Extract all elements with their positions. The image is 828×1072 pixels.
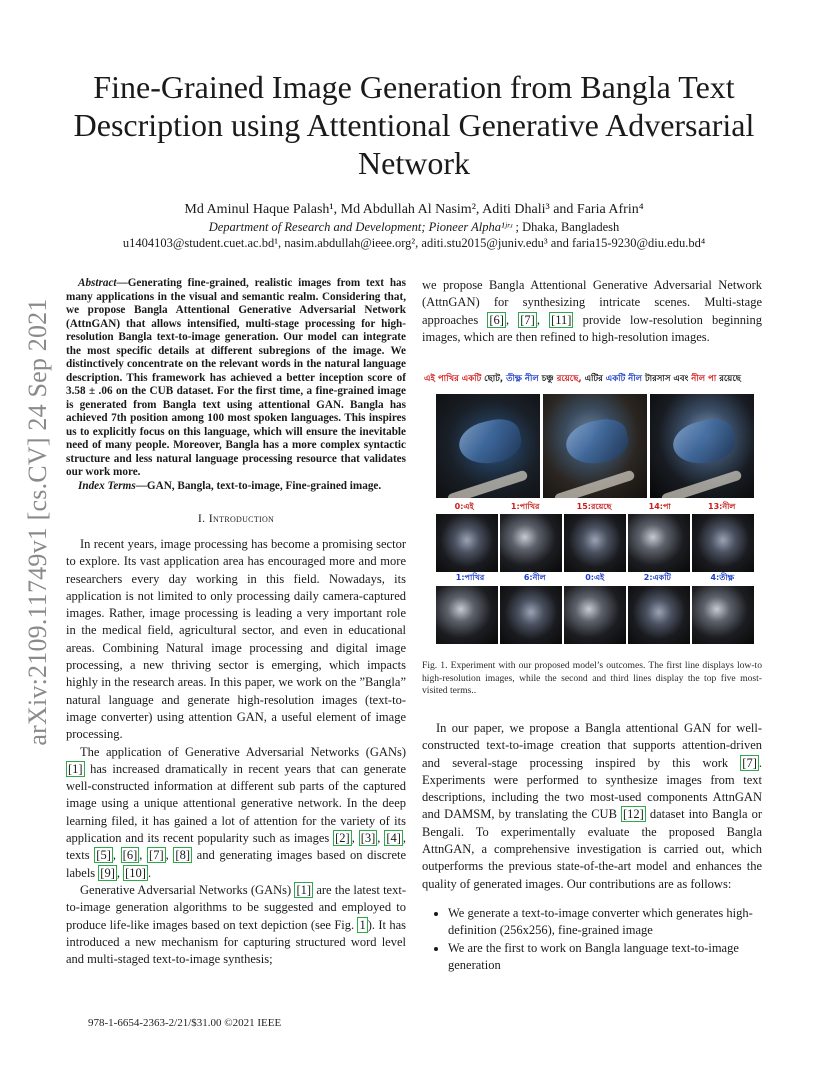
text-span: ,: [536, 312, 550, 327]
intro-paragraph-3: [66, 882, 406, 968]
right-column-top: [422, 277, 762, 346]
right-column-bottom: [422, 720, 762, 975]
index-terms: [66, 480, 406, 494]
figure-link[interactable]: 1: [359, 917, 366, 932]
attention-map: [692, 586, 754, 644]
attention-map: [692, 514, 754, 572]
abstract: [66, 277, 406, 480]
attention-label: 0:এই: [454, 502, 474, 511]
attention-label: 15:রয়েছে: [576, 502, 612, 511]
citation-link[interactable]: [11]: [551, 312, 572, 327]
paper-title: Fine-Grained Image Generation from Bangla Text Description using Attentional Generative Adversarial Network: [73, 69, 755, 181]
affiliation-dept: Department of Research and Development;: [208, 220, 426, 234]
caption-word: এই পাখির একটি: [424, 374, 485, 384]
text-span: The application of Generative Adversarial Networks (GANs): [80, 744, 406, 759]
citation-link[interactable]: [4]: [386, 831, 401, 846]
attention-label: 0:এই: [585, 573, 605, 582]
text-span: ). It has introduced a new mechanism for capturing structured word level and multi-staged text-to-image synthesis;: [66, 917, 406, 967]
intro-paragraph-1: In recent years, image processing has become a promising sector to explore. Its vast application area has encouraged more and more researchers every day working in this field. Nowadays, its application is not limited to only processing daily camera-captured images. Rather, image processing is leading a very important role in the medical field, agricultural sector, and even in educational areas. Combining Natural image processing and digital image processing, a new thriving sector is emerging, which impacts highly in the research areas. In this paper, we work on the ”Bangla” natural language and generate high-resolution images (text-to-image converter) using attention GAN, a useful element of image processing.: [66, 537, 406, 742]
caption-word: তীক্ষ্ণ নীল: [506, 374, 542, 384]
text-span: ,: [377, 831, 385, 846]
text-span: . Experiments were performed to synthesize images from text descriptions, including the two most-used components AttnGAN and DAMSM, by translating the CUB: [422, 755, 762, 822]
citation-link[interactable]: [8]: [175, 848, 190, 863]
attention-label: 1:পাখির: [510, 502, 540, 511]
attention-labels-row-1: [436, 501, 754, 513]
text-span: we propose Bangla Attentional Generative Adversarial Network (AttnGAN) for synthesizing intricate scenes. Multi-stage approaches: [422, 278, 762, 327]
attention-map: [436, 586, 498, 644]
caption-word: চঞ্চু: [541, 374, 557, 384]
attention-label: 1:পাখির: [455, 573, 485, 582]
attention-map: [500, 586, 562, 644]
attention-maps-row-2: [436, 586, 754, 644]
citation-link[interactable]: [1]: [296, 882, 312, 897]
high-res-row: [436, 394, 754, 498]
citation-link[interactable]: [5]: [96, 848, 111, 863]
citation-link[interactable]: [1]: [68, 761, 83, 776]
right-paragraph-2: [422, 720, 762, 893]
text-span: ,: [505, 312, 519, 327]
text-span: dataset into Bangla or Bengali. To experimentally evaluate the proposed Bangla AttnGAN, a comprehensive investigation is carried out, which outperforms the previous state-of-the-art model and enhances the quality of generated images. Our contributions are as follows:: [422, 807, 762, 891]
citation-link[interactable]: [9]: [100, 865, 115, 880]
text-span: provide low-resolution beginning images, which are then refined to high-resolution images.: [422, 312, 762, 344]
section-heading: I. Introduction: [197, 511, 275, 525]
list-item: • We generate a text-to-image converter which generates high-definition (256x256), fine-grained image: [448, 905, 762, 939]
caption-word: একটি নীল: [605, 374, 645, 384]
attention-label: 2:একটি: [643, 573, 671, 582]
bird-shape: [669, 415, 739, 469]
text-span: has increased dramatically in recent years that can generate well-constructed information at different sub parts of the captured image using a unique attentional generative network. In the deep learning filed, it has gained a lot of attention for the variety of its application and its recent popularity such as images: [66, 761, 406, 846]
attention-labels-row-2: [436, 572, 754, 584]
list-item: • We are the first to work on Bangla language text-to-image generation: [448, 940, 762, 974]
intro-paragraph-2: [66, 744, 406, 882]
affiliation-org: Pioneer Alpha¹ʲʳʴ: [428, 220, 513, 234]
caption-word: নীল পা: [691, 374, 720, 384]
generated-image-mid: [543, 394, 647, 498]
text-span: In our paper, we propose a Bangla attentional GAN for well-constructed text-to-image creation that supports attention-driven and several-stage processing inspired by this work: [422, 721, 762, 770]
text-span: , texts: [66, 831, 407, 863]
figure-image-grid: [436, 394, 754, 644]
attention-map: [564, 514, 626, 572]
attention-map: [628, 514, 690, 572]
caption-word: টারসাস এবং: [644, 374, 692, 384]
affiliation-city: ; Dhaka, Bangladesh: [512, 220, 620, 234]
copyright-footer: 978-1-6654-2363-2/21/$31.00 ©2021 IEEE: [88, 1017, 282, 1029]
branch-shape: [661, 469, 743, 498]
arxiv-side-stamp: [0, 0, 64, 1072]
attention-label: 4:তীক্ষ্ণ: [710, 573, 735, 582]
index-terms-lead: Index Terms: [78, 479, 136, 492]
citation-link[interactable]: [7]: [742, 755, 757, 770]
text-span: .: [147, 865, 152, 880]
citation-link[interactable]: [3]: [360, 831, 376, 846]
attention-label: 13:নীল: [708, 502, 736, 511]
caption-word: রয়েছে: [719, 374, 741, 384]
text-span: Generative Adversarial Networks (GANs): [80, 882, 295, 897]
attention-map: [564, 586, 626, 644]
figure-bangla-caption: [424, 372, 762, 386]
citation-link[interactable]: [6]: [122, 848, 138, 863]
right-paragraph-1: [422, 277, 762, 346]
attention-map: [436, 514, 498, 572]
citation-link[interactable]: [12]: [622, 807, 644, 822]
attention-label: 14:পা: [648, 502, 671, 511]
attention-map: [628, 586, 690, 644]
text-span: and generating images based on discrete labels: [66, 848, 407, 880]
branch-shape: [554, 469, 636, 498]
attention-label: 6:নীল: [523, 573, 546, 582]
arxiv-identifier: arXiv:2109.11749v1 [cs.CV] 24 Sep 2021: [23, 298, 52, 746]
caption-word: রয়েছে,: [556, 374, 585, 384]
generated-image-low: [436, 394, 540, 498]
author-list: Md Aminul Haque Palash¹, Md Abdullah Al Nasim², Aditi Dhali³ and Faria Afrin⁴: [184, 202, 644, 217]
author-emails: u1404103@student.cuet.ac.bd¹, nasim.abdullah@ieee.org², aditi.stu2015@juniv.edu³ and faria15-9230@diu.edu.bd⁴: [122, 236, 706, 250]
citation-link[interactable]: [2]: [335, 831, 350, 846]
caption-word: এটির: [584, 374, 606, 384]
citation-link[interactable]: [6]: [489, 312, 504, 327]
index-terms-body: —GAN, Bangla, text-to-image, Fine-grained image.: [135, 479, 382, 492]
contributions-list: [422, 905, 762, 974]
abstract-lead: Abstract: [78, 277, 117, 289]
bird-shape: [455, 415, 525, 469]
branch-shape: [447, 469, 529, 498]
figure-1: [422, 372, 762, 698]
figure-caption: Fig. 1. Experiment with our proposed model’s outcomes. The first line displays low-to high-resolution images, while the second and third lines display the top five most-visited terms..: [422, 660, 762, 696]
citation-link[interactable]: [7]: [149, 848, 164, 863]
left-column: [66, 277, 406, 968]
text-span: are the latest text-to-image generation algorithms to be suggested and employed to produce life-like images based on text depiction (see Fig.: [66, 882, 406, 932]
affiliation: [60, 219, 768, 235]
text-span: ,: [116, 865, 124, 880]
citation-link[interactable]: [7]: [520, 312, 535, 327]
attention-map: [500, 514, 562, 572]
citation-link[interactable]: [10]: [125, 865, 146, 880]
text-span: ,: [351, 831, 359, 846]
text-span: ,: [112, 848, 121, 863]
bird-shape: [562, 415, 632, 469]
attention-maps-row-1: [436, 514, 754, 572]
abstract-body: —Generating fine-grained, realistic images from text has many applications in the visual and semantic realm. Considering that, we propose Bangla Attentional Generative Adversarial Network (AttnGAN) that allows intensified, multi-stage processing for high-resolution Bangla text-to-image generation. Our model can integrate the most specific details at different subregions of the image. We distinctively concentrate on the relevant words in the natural language description. This framework has achieved a better inception score of 3.58 ± .06 on the CUB dataset. For the first time, a fine-grained image is generated from Bangla text using attentional GAN. Bangla has achieved 7th position among 100 most spoken languages. This inspires us to explicitly focus on this language, which will ensure the inevitable need of many people. Moreover, Bangla has a more complex syntactic structure and less natural language processing resource that validates our work more.: [66, 277, 406, 478]
generated-image-high: [650, 394, 754, 498]
text-span: ,: [165, 848, 174, 863]
caption-word: ছোট,: [484, 374, 507, 384]
text-span: ,: [139, 848, 148, 863]
